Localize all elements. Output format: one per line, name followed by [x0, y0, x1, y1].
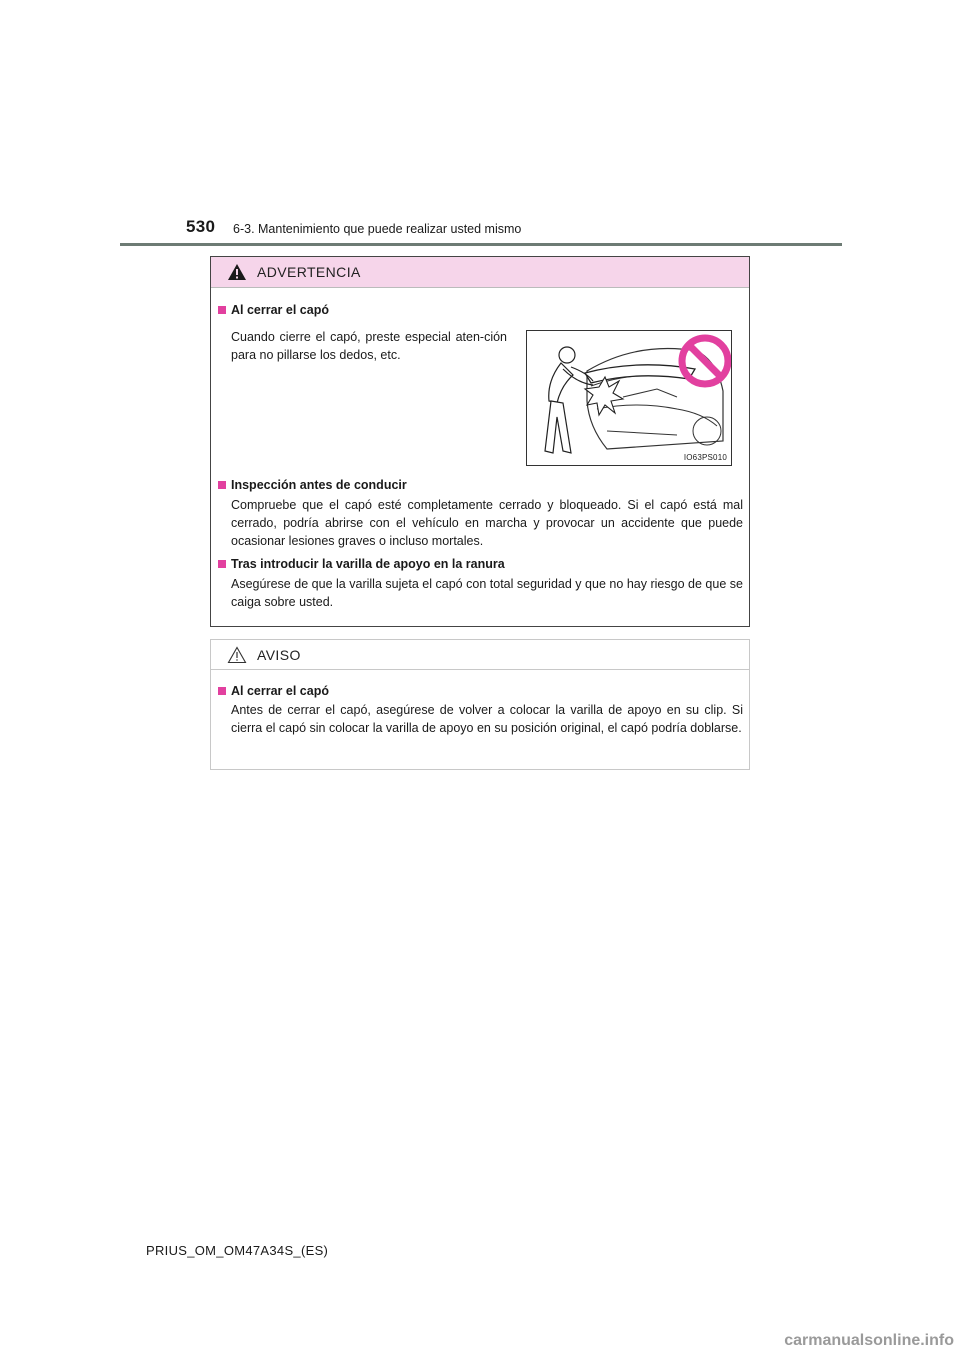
warning-item-1: [218, 301, 329, 319]
person-closing-hood-icon: [527, 331, 731, 465]
warning-item-3: [218, 555, 505, 573]
hood-closing-illustration: [526, 330, 732, 466]
watermark: carmanualsonline.info: [784, 1332, 954, 1349]
section-title: 6-3. Mantenimiento que puede realizar usted mismo: [233, 222, 522, 236]
square-bullet-icon: [218, 481, 226, 489]
notice-label: AVISO: [257, 646, 301, 663]
warning-item-3-title: Tras introducir la varilla de apoyo en la ranura: [231, 557, 505, 571]
warning-item-3-body: Asegúrese de que la varilla sujeta el capó con total seguridad y que no hay riesgo de que se caiga sobre usted.: [231, 577, 743, 609]
square-bullet-icon: [218, 687, 226, 695]
warning-item-2-title: Inspección antes de conducir: [231, 478, 407, 492]
caution-triangle-icon: [227, 646, 247, 664]
warning-header: [211, 257, 749, 288]
notice-item-1-title: Al cerrar el capó: [231, 684, 329, 698]
warning-box: [210, 256, 750, 627]
warning-label: ADVERTENCIA: [257, 264, 361, 280]
warning-item-1-title: Al cerrar el capó: [231, 303, 329, 317]
square-bullet-icon: [218, 560, 226, 568]
illustration-code: IO63PS010: [683, 453, 727, 462]
notice-item-1-body: Antes de cerrar el capó, asegúrese de volver a colocar la varilla de apoyo en su clip. Si cierra el capó sin colocar la varilla de apoyo en su posición original, el capó podría doblarse.: [231, 703, 743, 735]
notice-item-1: [218, 682, 329, 700]
warning-item-2: [218, 476, 407, 494]
square-bullet-icon: [218, 306, 226, 314]
page-number: 530: [186, 217, 216, 236]
footer-doc-code: PRIUS_OM_OM47A34S_(ES): [146, 1243, 329, 1258]
warning-item-2-body: Compruebe que el capó esté completamente cerrado y bloqueado. Si el capó está mal cerrado, podría abrirse con el vehículo en marcha y provocar un accidente que puede ocasionar lesiones graves o incluso mortales.: [231, 498, 743, 548]
warning-item-1-body: Cuando cierre el capó, preste especial aten-ción para no pillarse los dedos, etc.: [231, 330, 507, 362]
notice-box: [210, 639, 750, 770]
notice-header: [211, 640, 749, 670]
header-rule: [120, 243, 842, 246]
warning-triangle-icon: [227, 263, 247, 281]
